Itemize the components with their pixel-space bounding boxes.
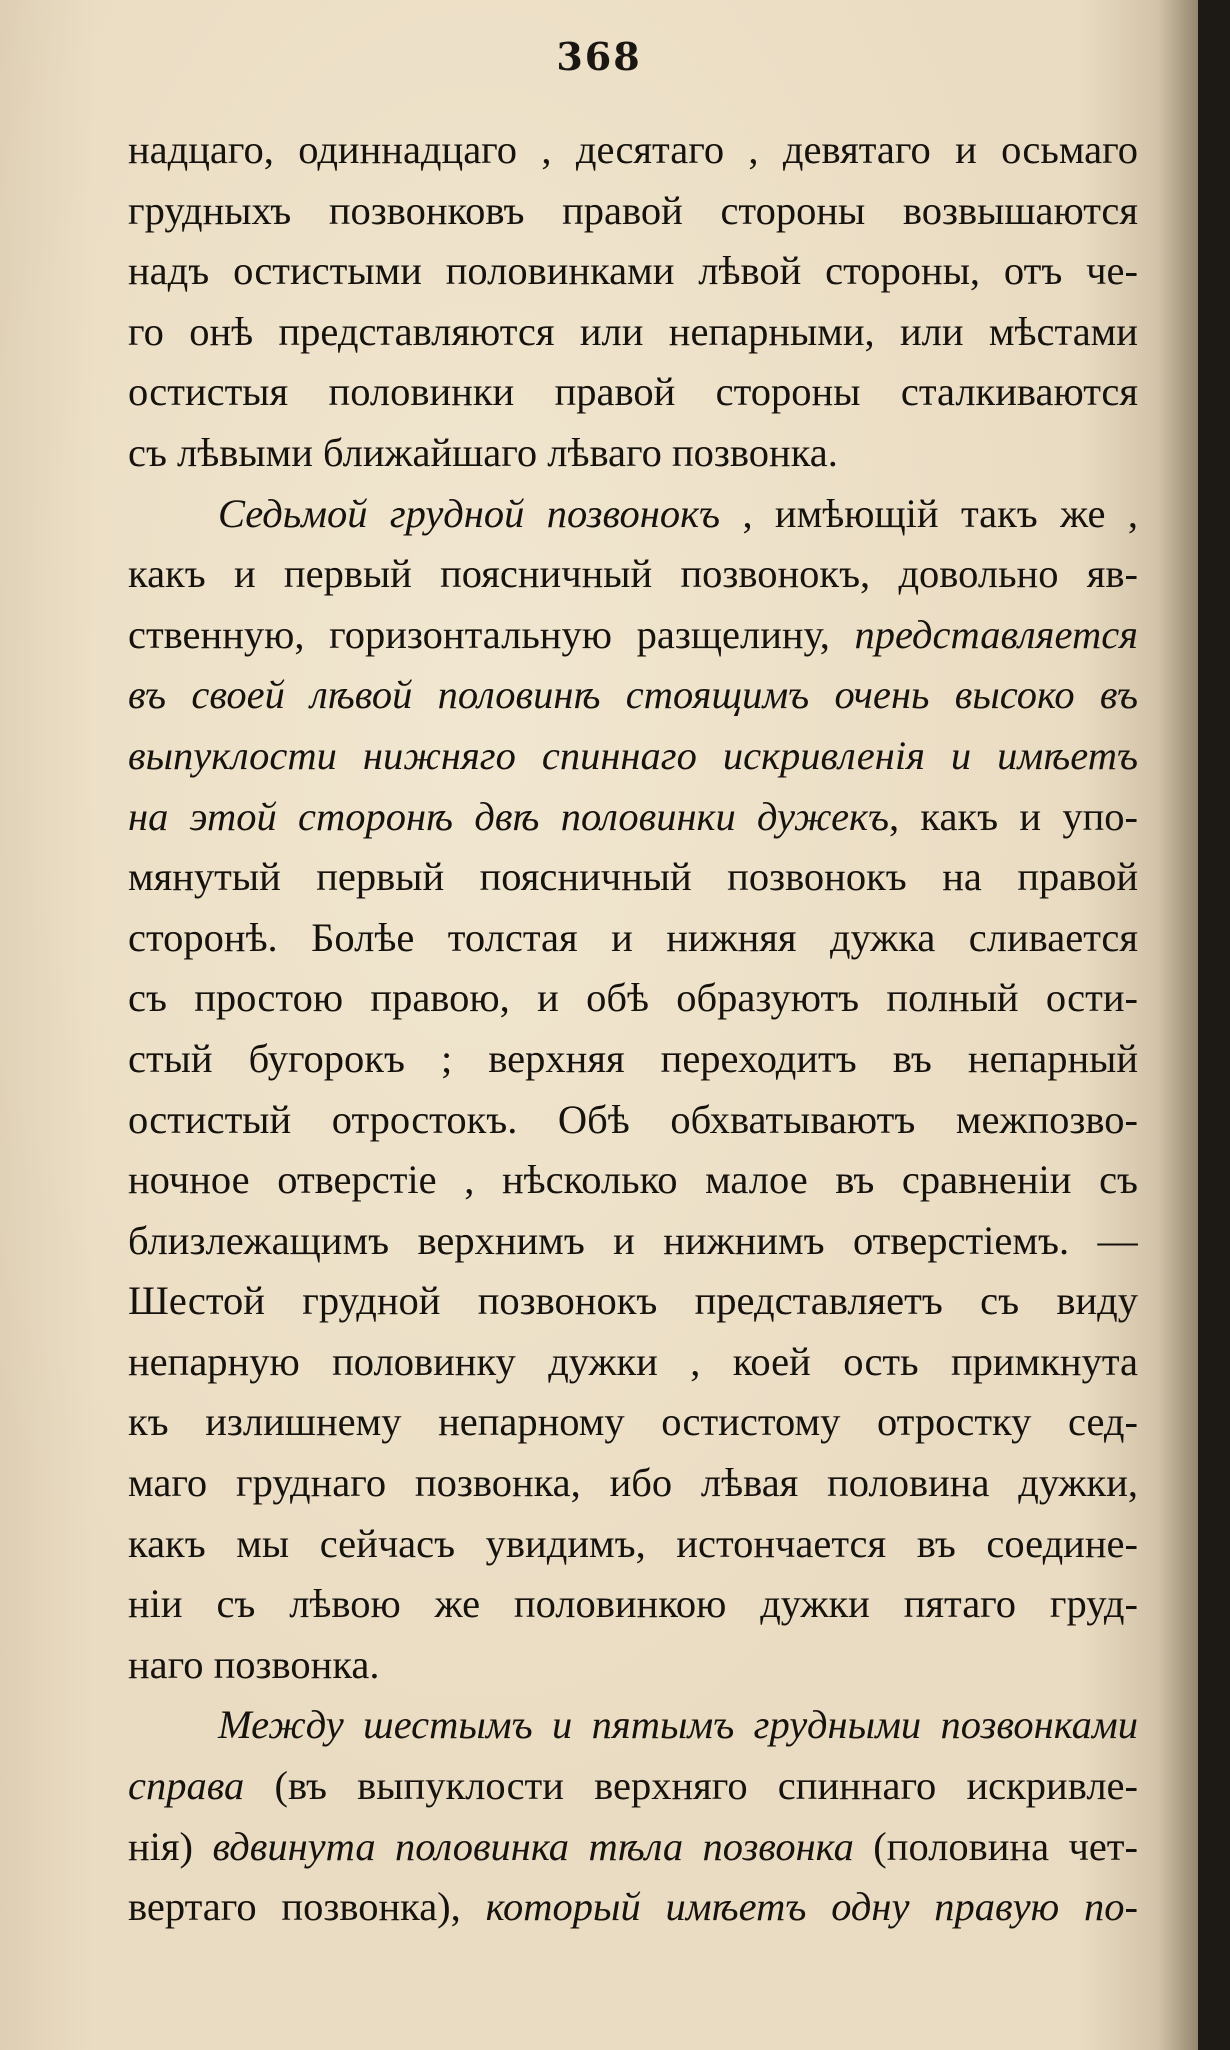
italic-text-segment: Между шестымъ и пятымъ грудными позвонками bbox=[218, 1702, 1138, 1748]
text-line bbox=[128, 726, 1138, 787]
text-segment: нія) bbox=[128, 1823, 213, 1869]
text-segment: близлежащимъ верхнимъ и нижнимъ отверстіемъ. — bbox=[128, 1217, 1138, 1263]
text-segment: го онѣ представляются или непарными, или мѣстами bbox=[128, 308, 1138, 354]
text-segment: маго груднаго позвонка, ибо лѣвая половина дужки, bbox=[128, 1460, 1138, 1506]
text-line bbox=[128, 1453, 1138, 1514]
body-text bbox=[128, 120, 1138, 1938]
text-line bbox=[128, 605, 1138, 666]
text-line bbox=[128, 665, 1138, 726]
text-segment: съ лѣвыми ближайшаго лѣваго позвонка. bbox=[128, 429, 838, 475]
text-segment: ніи съ лѣвою же половинкою дужки пятаго груд- bbox=[128, 1581, 1138, 1627]
text-segment: мянутый первый поясничный позвонокъ на правой bbox=[128, 854, 1138, 900]
italic-text-segment: представляется bbox=[854, 611, 1138, 657]
text-segment: грудныхъ позвонковъ правой стороны возвышаются bbox=[128, 187, 1138, 233]
text-line bbox=[128, 423, 1138, 484]
text-line bbox=[128, 1090, 1138, 1151]
text-segment: вертаго позвонка), bbox=[128, 1884, 486, 1930]
text-segment: Шестой грудной позвонокъ представляетъ съ виду bbox=[128, 1278, 1138, 1324]
italic-text-segment: справа bbox=[128, 1763, 245, 1809]
text-segment: какъ и первый поясничный позвонокъ, довольно яв- bbox=[128, 551, 1138, 597]
text-line bbox=[128, 484, 1138, 545]
text-line bbox=[128, 1635, 1138, 1696]
text-segment: ственную, горизонтальную разщелину, bbox=[128, 611, 855, 657]
text-line bbox=[128, 1514, 1138, 1575]
text-line bbox=[128, 1574, 1138, 1635]
text-line bbox=[128, 302, 1138, 363]
text-line bbox=[128, 362, 1138, 423]
text-line bbox=[128, 1029, 1138, 1090]
text-segment: къ излишнему непарному остистому отростку сед- bbox=[128, 1399, 1138, 1445]
italic-text-segment: въ своей лѣвой половинѣ стоящимъ очень высоко въ bbox=[128, 672, 1138, 718]
text-line bbox=[128, 241, 1138, 302]
text-line bbox=[128, 1877, 1138, 1938]
italic-text-segment: вдвинута половинка тѣла позвонка bbox=[212, 1823, 854, 1869]
text-segment: (половина чет- bbox=[853, 1823, 1138, 1869]
text-line bbox=[128, 1211, 1138, 1272]
text-line bbox=[128, 181, 1138, 242]
text-segment: стый бугорокъ ; верхняя переходитъ въ непарный bbox=[128, 1035, 1138, 1081]
text-line bbox=[128, 787, 1138, 848]
page-number: 368 bbox=[556, 34, 642, 79]
text-segment: наго позвонка. bbox=[128, 1641, 380, 1687]
text-line bbox=[128, 908, 1138, 969]
text-segment: съ простою правою, и обѣ образуютъ полный ости- bbox=[128, 975, 1138, 1021]
text-line bbox=[128, 1392, 1138, 1453]
italic-text-segment: который имѣетъ одну правую по- bbox=[485, 1884, 1138, 1930]
italic-text-segment: Седьмой грудной позвонокъ bbox=[218, 490, 721, 536]
text-segment: надцаго, одиннадцаго , десятаго , девятаго и осьмаго bbox=[128, 127, 1138, 172]
text-segment: надъ остистыми половинками лѣвой стороны, отъ че- bbox=[128, 248, 1138, 294]
text-segment: , имѣющій такъ же , bbox=[720, 490, 1138, 536]
text-segment: (въ выпуклости верхняго спиннаго искривле- bbox=[244, 1763, 1138, 1809]
text-line bbox=[128, 1332, 1138, 1393]
text-line bbox=[128, 1695, 1138, 1756]
text-line bbox=[128, 544, 1138, 605]
text-line bbox=[128, 1817, 1138, 1878]
text-line bbox=[128, 968, 1138, 1029]
text-segment: сторонѣ. Болѣе толстая и нижняя дужка сливается bbox=[128, 914, 1138, 960]
text-segment: остистый отростокъ. Обѣ обхватываютъ межпозво- bbox=[128, 1096, 1138, 1142]
page-edge-shadow bbox=[1158, 0, 1198, 2050]
text-line bbox=[128, 1271, 1138, 1332]
text-segment: остистыя половинки правой стороны сталкиваются bbox=[128, 369, 1138, 415]
italic-text-segment: на этой сторонѣ двѣ половинки дужекъ bbox=[128, 793, 890, 839]
text-line bbox=[128, 120, 1138, 181]
text-line bbox=[128, 1150, 1138, 1211]
text-segment: какъ мы сейчасъ увидимъ, истончается въ соедине- bbox=[128, 1520, 1138, 1566]
italic-text-segment: выпуклости нижняго спиннаго искривленія и имѣетъ bbox=[128, 732, 1138, 778]
text-segment: , какъ и упо- bbox=[889, 793, 1138, 839]
text-segment: ночное отверстіе , нѣсколько малое въ сравненіи съ bbox=[128, 1157, 1138, 1203]
text-segment: непарную половинку дужки , коей ость примкнута bbox=[128, 1338, 1138, 1384]
text-line bbox=[128, 847, 1138, 908]
text-line bbox=[128, 1756, 1138, 1817]
